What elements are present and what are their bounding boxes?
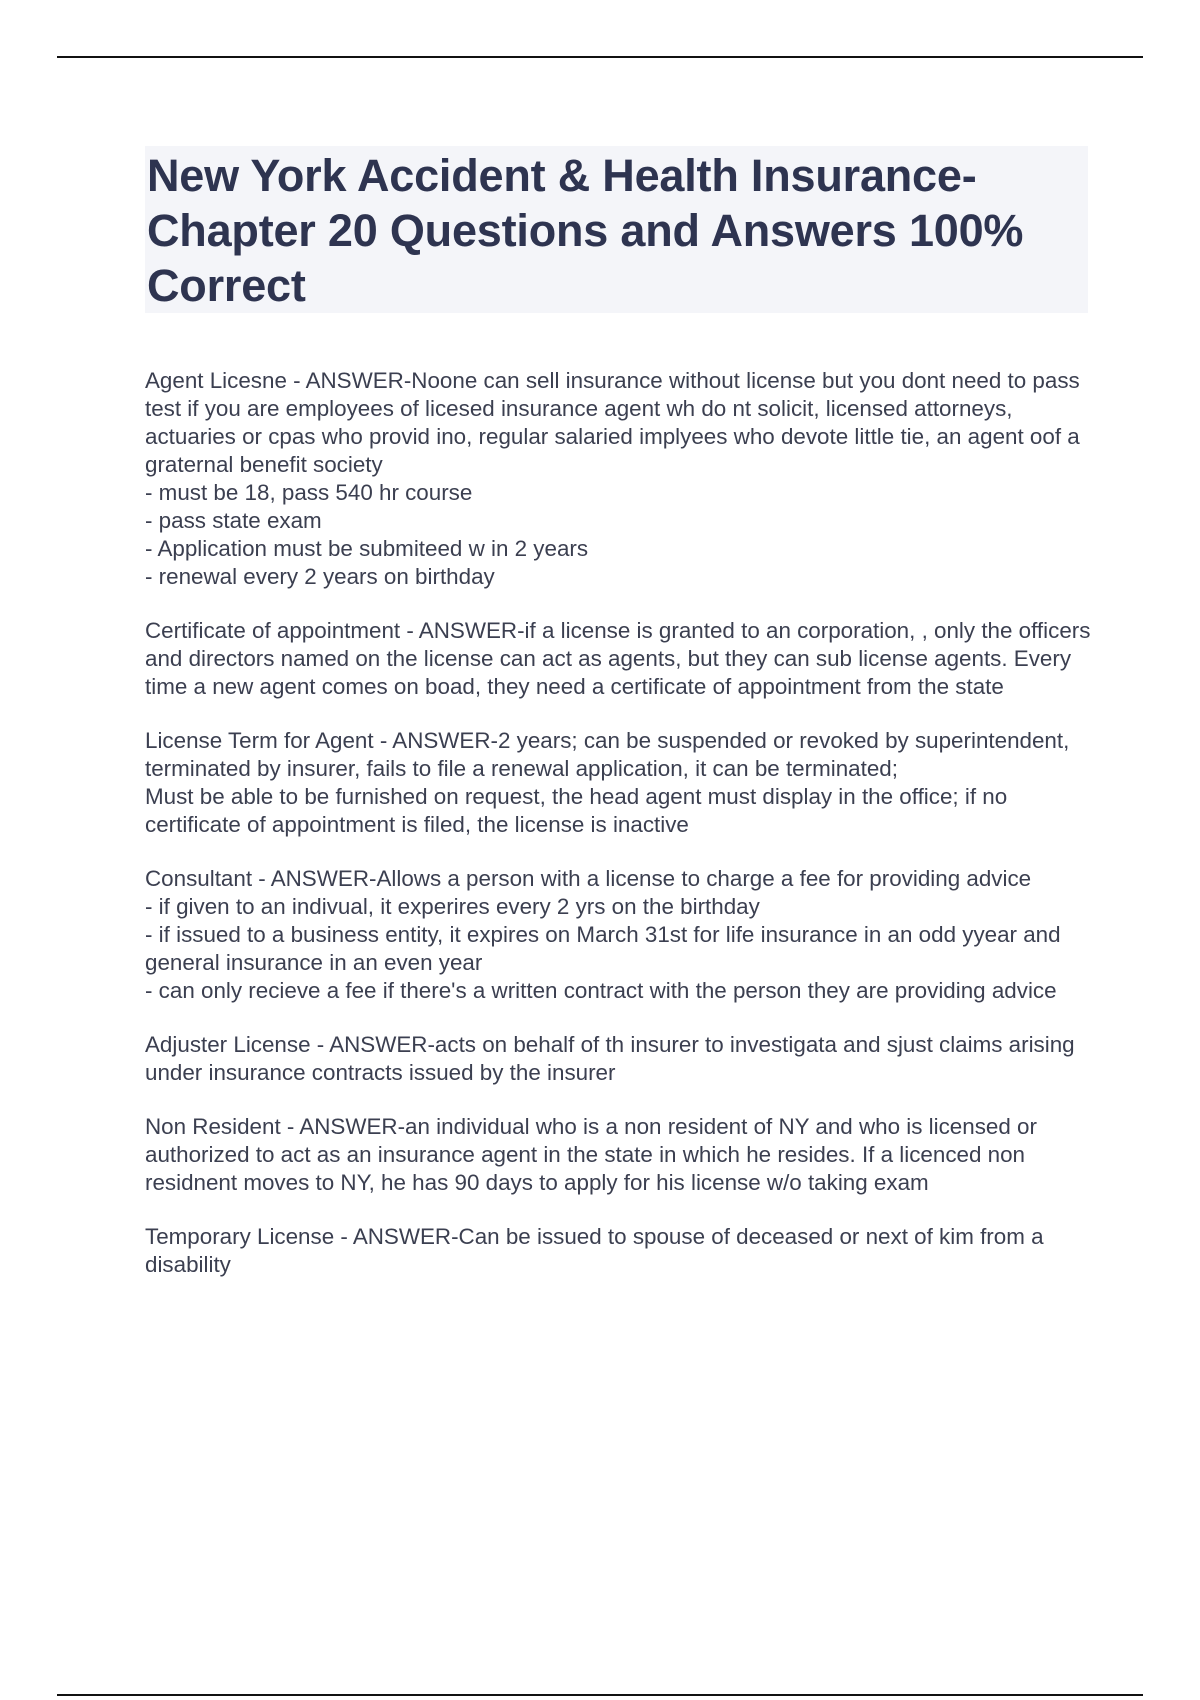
top-rule (57, 56, 1143, 58)
bottom-rule (57, 1694, 1143, 1696)
qa-content (145, 367, 1095, 1305)
qa-entry-certificate-of-appointment: Certificate of appointment - ANSWER-if a license is granted to an corporation, , only the officers and directors named on the license can act as agents, but they can sub license agents. Every time a new agent comes on boad, they need a certificate of appointment from the state (145, 618, 1097, 699)
qa-entry-consultant: Consultant - ANSWER-Allows a person with a license to charge a fee for providing advice - if given to an indivual, it experires every 2 yrs on the birthday - if issued to a business entity, it expires on March 31st for life insurance in an odd yyear and general insurance in an even year - can only recieve a fee if there's a written contract with the person they are providing advice (145, 866, 1061, 1003)
qa-entry-adjuster-license: Adjuster License - ANSWER-acts on behalf of th insurer to investigata and sjust claims arising under insurance contracts issued by the insurer (145, 1032, 1081, 1085)
qa-entry-license-term: License Term for Agent - ANSWER-2 years; can be suspended or revoked by superintendent, terminated by insurer, fails to file a renewal application, it can be terminated; Must be able to be furnished on request, the head agent must display in the office; if no certificate of appointment is filed, the license is inactive (145, 728, 1070, 837)
qa-entry-temporary-license: Temporary License - ANSWER-Can be issued to spouse of deceased or next of kim from a disability (145, 1224, 1050, 1277)
qa-entry-non-resident: Non Resident - ANSWER-an individual who is a non resident of NY and who is licensed or authorized to act as an insurance agent in the state in which he resides. If a licenced non residnent moves to NY, he has 90 days to apply for his license w/o taking exam (145, 1114, 1044, 1195)
title-block (145, 146, 1088, 313)
document-title: New York Accident & Health Insurance- Chapter 20 Questions and Answers 100% Correct (147, 150, 1024, 311)
qa-entry-agent-license: Agent Licesne - ANSWER-Noone can sell insurance without license but you dont need to pass test if you are employees of licesed insurance agent wh do nt solicit, licensed attorneys, actuaries or cpas who provid ino, regular salaried implyees who devote little tie, an agent oof a graternal benefit society - must be 18, pass 540 hr course - pass state exam - Application must be submiteed w in 2 years - renewal every 2 years on birthday (145, 368, 1080, 589)
